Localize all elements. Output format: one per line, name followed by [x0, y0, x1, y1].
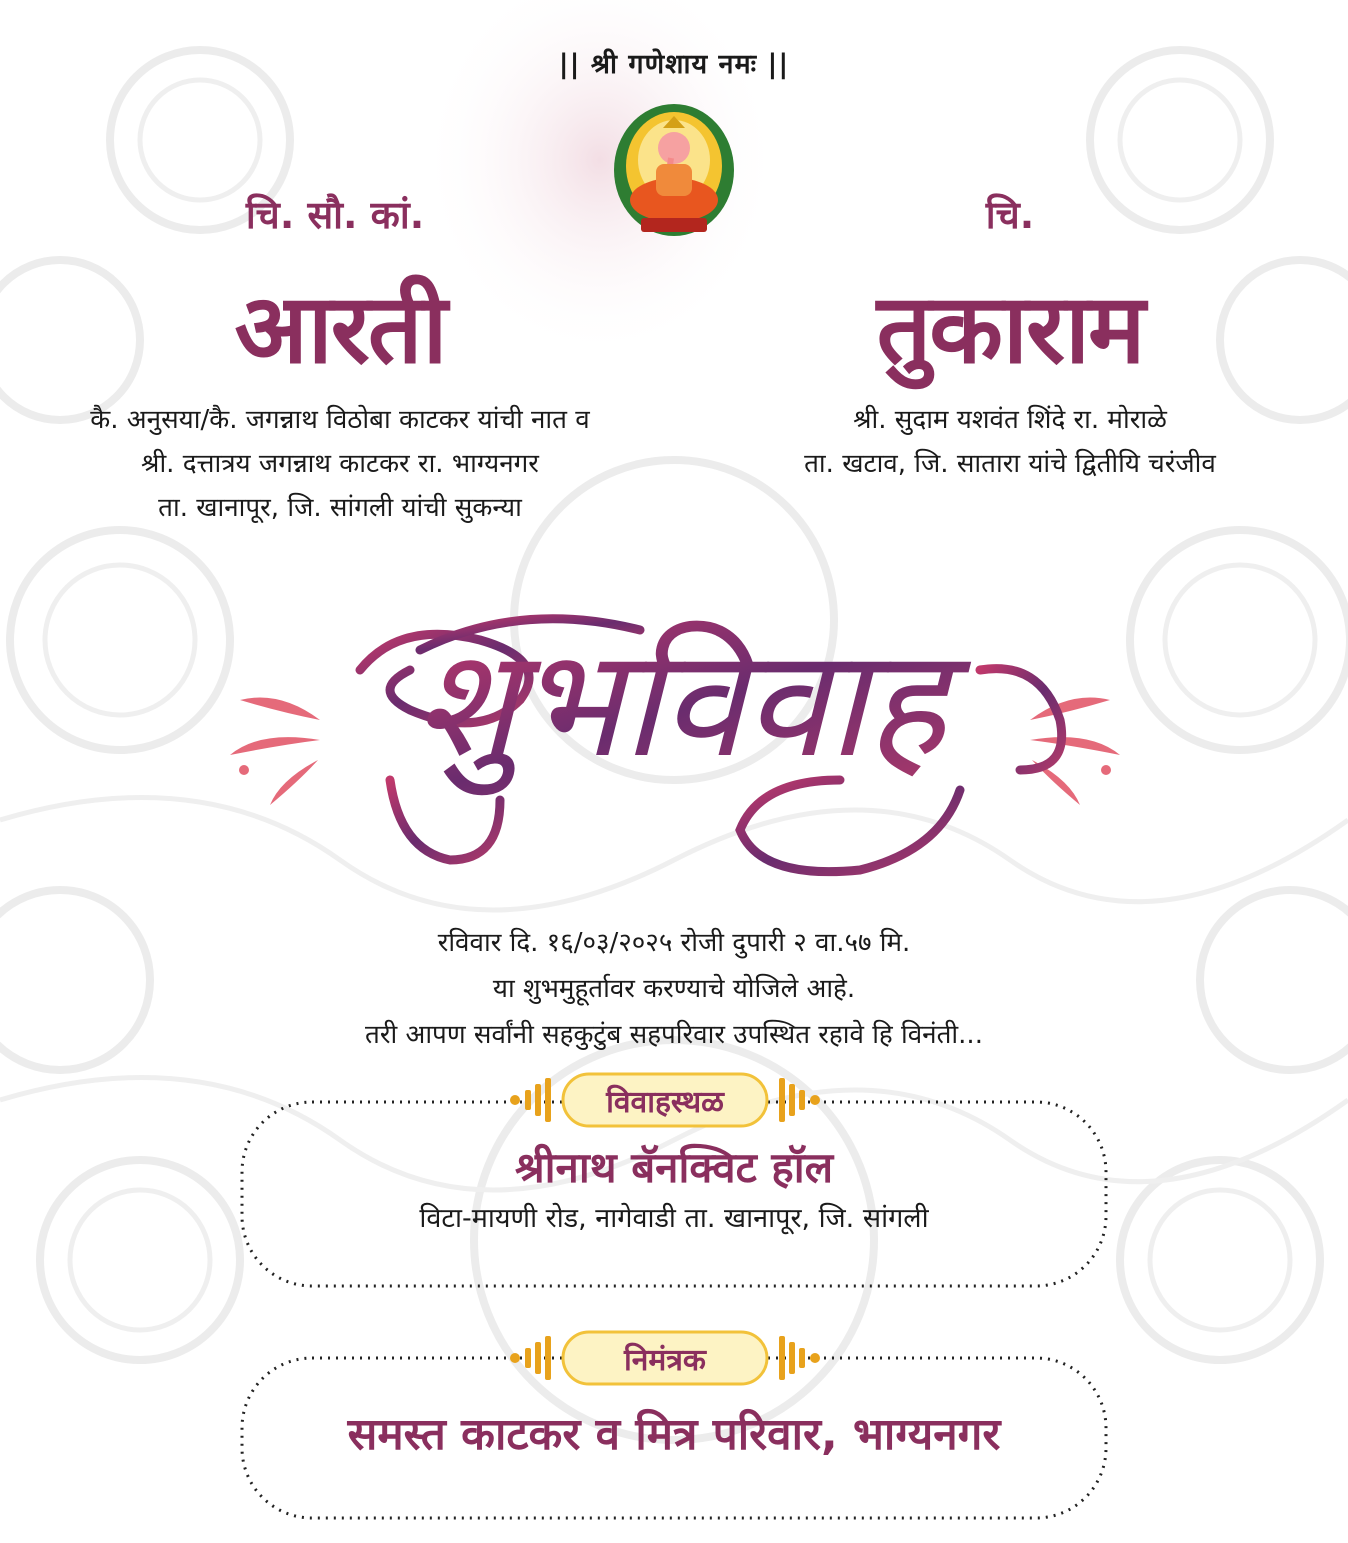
venue-label-badge — [505, 1070, 825, 1130]
host-name: समस्त काटकर व मित्र परिवार, भाग्यनगर — [347, 1409, 1001, 1460]
wedding-title-calligraphy — [220, 560, 1140, 900]
event-muhurta-line: या शुभमुहूर्तावर करण्याचे योजिले आहे. — [492, 974, 856, 1004]
bride-family-block — [0, 398, 680, 530]
groom-family-line1: श्री. सुदाम यशवंत शिंदे रा. मोराळे — [853, 405, 1167, 435]
venue-address: विटा-मायणी रोड, नागेवाडी ता. खानापूर, जि. सांगली — [419, 1203, 929, 1234]
venue-name: श्रीनाथ बॅनक्विट हॉल — [514, 1143, 834, 1192]
groom-family-line2: ता. खटाव, जि. सातारा यांचे द्वितीयि चरंजीव — [804, 449, 1216, 479]
event-date-line: रविवार दि. १६/०३/२०२५ रोजी दुपारी २ वा.५७ मि. — [437, 928, 911, 958]
groom-family-block — [700, 398, 1320, 486]
event-invite-line: तरी आपण सर्वांनी सहकुटुंब सहपरिवार उपस्थित रहावे हि विनंती... — [365, 1020, 983, 1050]
ganesha-icon — [611, 100, 737, 240]
invocation-text: || श्री गणेशाय नमः || — [558, 49, 790, 80]
bride-name: आरती — [234, 272, 446, 385]
bride-family-line1: कै. अनुसया/कै. जगन्नाथ विठोबा काटकर यांची नात व — [90, 405, 590, 435]
groom-name: तुकाराम — [876, 272, 1144, 385]
title-text: शुभविवाह — [414, 617, 946, 791]
event-details — [0, 920, 1348, 1058]
bride-prefix: चि. सौ. कां. — [245, 193, 425, 237]
groom-prefix: चि. — [985, 193, 1035, 237]
venue-label: विवाहस्थळ — [606, 1085, 724, 1120]
bride-family-line2: श्री. दत्तात्रय जगन्नाथ काटकर रा. भाग्यनगर — [141, 449, 539, 479]
host-label-badge — [505, 1328, 825, 1388]
host-label: निमंत्रक — [624, 1343, 706, 1378]
bride-family-line3: ता. खानापूर, जि. सांगली यांची सुकन्या — [158, 493, 522, 523]
